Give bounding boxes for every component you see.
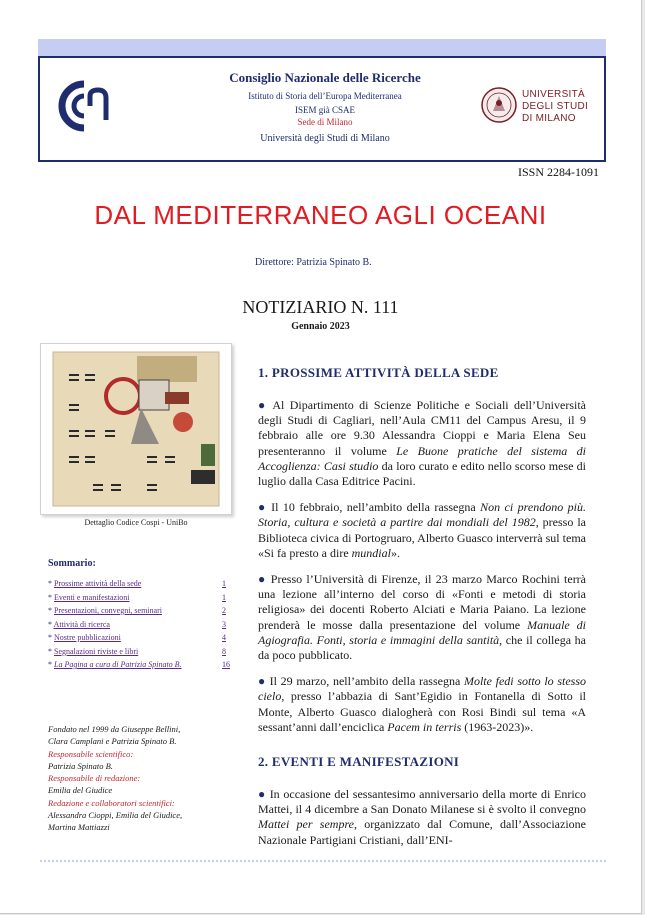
colophon [48,723,248,834]
organization-name: Consiglio Nazionale delle Ricerche [229,70,421,85]
toc-item-label[interactable]: Presentazioni, convegni, seminari [54,606,162,615]
newsletter-date: Gennaio 2023 [291,321,350,332]
newsletter-number: NOTIZIARIO N. 111 [242,297,399,317]
toc-item[interactable]: * Segnalazioni riviste e libri 8 [48,646,226,656]
toc-item[interactable]: * Prossime attività della sede 1 [48,579,226,588]
news-paragraph: ● Il 29 marzo, nell’ambito della rassegna Molte fedi sotto lo stesso cielo, presso l’abbazia di Sant’Egidio in Fontanella di Sotto il Monte, Alberto Guasco dialogherà con Rosi Bindi sul tema «A sessant’anni dall’enciclica Pacem in terris (1963-2023)». [258,674,587,734]
cnr-logo-icon [54,80,114,137]
codex-painting-image [40,343,232,515]
news-paragraph: ● Presso l’Università di Firenze, il 23 marzo Marco Rochini terrà una lezione all’interno del corso di «Fonti e metodi di storia religiosa» dei docenti Roberto Alciati e Maria Paiano. La lezione prenderà le mosse dalla presentazione del volume Manuale di Agiografia. Fonti, storia e immagini della santità, che il collega ha da poco pubblicato. [258,572,587,663]
toc-item-label[interactable]: Eventi e manifestazioni [54,592,130,602]
toc-item-label[interactable]: Segnalazioni riviste e libri [54,646,139,656]
news-paragraph: ● Al Dipartimento di Scienze Politiche e Sociali dell’Università degli Studi di Cagliari, nell’Aula CM11 del Campus Aresu, il 9 febbraio alle ore 9.30 Alessandra Cioppi e Maria Elena Seu presenteranno il volume Le Buone pratiche del sistema di Accoglienza: Casi studio da loro curato e edito nello scorso mese di luglio dalla Casa Editrice Pacini. [258,398,586,489]
toc-item-label[interactable]: Attività di ricerca [53,619,110,629]
toc-title: Sommario: [48,558,96,569]
toc-item[interactable]: * Eventi e manifestazioni 1 [48,592,226,602]
seat-label: Sede di Milano [297,117,353,127]
unimi-logo [480,86,600,132]
scientific-lead-label: Responsabile scientifico: [48,748,134,759]
toc-item-page[interactable]: 3 [222,619,226,629]
image-caption: Dettaglio Codice Cospi - UniBo [84,518,188,527]
toc-item-page[interactable]: 8 [222,646,226,656]
unimi-line-2: DEGLI STUDI [522,101,589,112]
news-paragraph: ● Il 10 febbraio, nell’ambito della rassegna Non ci prendono più. Storia, cultura e società a partire dai mondiali del 1982, presso la Biblioteca civica di Portogruaro, Alberto Guasco interverrà sul tema «Si fa presto a dire mundial». [258,500,587,560]
toc-item-label[interactable]: Prossime attività della sede [54,579,142,588]
university-label: Università degli Studi di Milano [260,133,390,144]
toc-item-page[interactable]: 4 [222,633,226,642]
main-content [258,365,586,848]
header-institution-block [160,66,490,144]
toc-item[interactable]: * Attività di ricerca 3 [48,619,226,629]
section-1-title: 1. PROSSIME ATTIVITÀ DELLA SEDE [258,365,499,380]
toc-item-label[interactable]: Nostre pubblicazioni [54,633,121,642]
collaborators-label: Redazione e collaboratori scientifici: [48,797,175,808]
founded-line: Fondato nel 1999 da Giuseppe Bellini, [48,724,181,734]
editorial-lead-label: Responsabile di redazione: [48,773,141,784]
unimi-line-3: DI MILANO [522,113,576,124]
toc-item-page[interactable]: 1 [222,579,226,588]
collaborators-line-1: Alessandra Cioppi, Emilia del Giudice, [48,810,183,821]
unimi-line-1: UNIVERSITÀ [522,89,586,100]
toc-item[interactable]: * Presentazioni, convegni, seminari 2 [48,606,226,615]
founded-line-2: Clara Camplani e Patrizia Spinato B. [48,736,177,747]
scientific-lead: Patrizia Spinato B. [48,760,113,771]
header-band [38,39,606,56]
collaborators-line-2: Martina Mattiazzi [48,822,110,833]
director-line: Direttore: Patrizia Spinato B. [255,257,372,268]
unimi-seal-icon [480,86,518,129]
editorial-lead: Emilia del Giudice [48,785,113,796]
toc-item-page[interactable]: 1 [222,592,226,602]
institute-name: Istituto di Storia dell’Europa Mediterranea [248,91,402,101]
toc-item-page[interactable]: 2 [222,606,226,615]
unimi-text [522,89,588,125]
toc-item-label[interactable]: La Pagina a cura di Patrizia Spinato B. [54,660,182,669]
news-paragraph: ● In occasione del sessantesimo anniversario della morte di Enrico Mattei, il 4 dicembre a San Donato Milanese si è svolto il convegno Mattei per sempre, organizzato dal Comune, dall’Associazione Nazionale Partigiani Cristiani, dall’ENI- [258,787,586,847]
issn-label: ISSN 2284-1091 [517,165,599,179]
header-box [38,56,606,162]
toc-item-page[interactable]: 16 [222,660,230,669]
table-of-contents [48,558,233,674]
footer-dotted-rule [40,860,606,862]
publication-title: DAL MEDITERRANEO AGLI OCEANI [94,200,547,230]
isem-label: ISEM già CSAE [294,105,355,115]
toc-item[interactable]: * La Pagina a cura di Patrizia Spinato B. 16 [48,660,230,669]
toc-item[interactable]: * Nostre pubblicazioni 4 [48,633,226,642]
section-2-title: 2. EVENTI E MANIFESTAZIONI [258,754,460,770]
